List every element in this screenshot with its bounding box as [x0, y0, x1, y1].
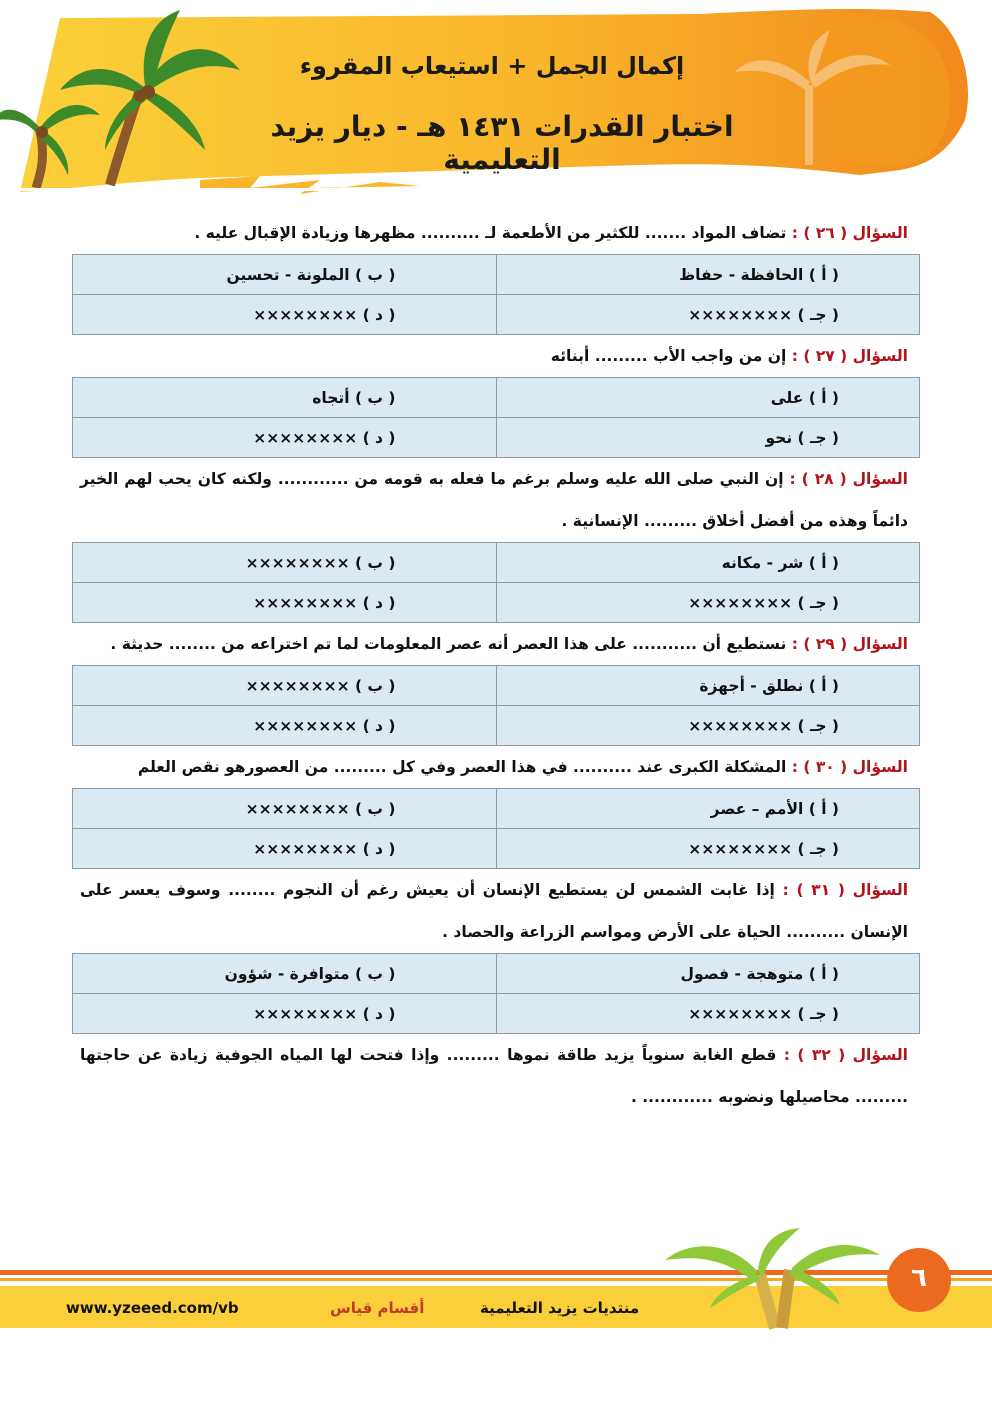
- question-27: [72, 335, 920, 377]
- question-32: [72, 1034, 920, 1118]
- page-footer: [0, 1200, 992, 1340]
- question-label: السؤال ( ٣٠ ) :: [791, 758, 908, 776]
- header-title-line1: إكمال الجمل + استيعاب المقروء: [299, 52, 685, 80]
- question-text: تضاف المواد ....... للكثير من الأطعمة لـ .......... مظهرها وزيادة الإقبال عليه .: [194, 224, 787, 242]
- page-number-badge: ٦: [887, 1248, 951, 1312]
- option-c[interactable]: ( جـ ) ××××××××: [496, 706, 920, 746]
- question-28: [72, 458, 920, 542]
- question-text: قطع الغابة سنوياً يزيد طاقة نموها ......... وإذا فتحت لها المياه الجوفية زيادة عن حاجتها ......... محاصيلها ونضوبه ............ .: [80, 1046, 908, 1106]
- option-d[interactable]: ( د ) ××××××××: [73, 418, 497, 458]
- option-d[interactable]: ( د ) ××××××××: [73, 994, 497, 1034]
- option-a[interactable]: ( أ ) شر - مكانه: [496, 543, 920, 583]
- option-b[interactable]: ( ب ) ××××××××: [73, 666, 497, 706]
- question-29: [72, 623, 920, 665]
- question-30: [72, 746, 920, 788]
- question-26: [72, 212, 920, 254]
- footer-forum-name: منتديات يزيد التعليمية: [480, 1299, 640, 1317]
- options-table-28: [72, 542, 920, 623]
- option-c[interactable]: ( جـ ) نحو: [496, 418, 920, 458]
- options-table-26: [72, 254, 920, 335]
- option-b[interactable]: ( ب ) ××××××××: [73, 543, 497, 583]
- option-d[interactable]: ( د ) ××××××××: [73, 706, 497, 746]
- question-label: السؤال ( ٢٩ ) :: [791, 635, 908, 653]
- question-text: المشكلة الكبرى عند .......... في هذا العصر وفي كل ......... من العصورهو نقص العلم: [137, 758, 787, 776]
- option-a[interactable]: ( أ ) الحافظة - حفاظ: [496, 255, 920, 295]
- question-label: السؤال ( ٢٧ ) :: [791, 347, 908, 365]
- footer-website-link[interactable]: www.yzeeed.com/vb: [66, 1299, 239, 1317]
- question-text: نستطيع أن ........... على هذا العصر أنه عصر المعلومات لما تم اختراعه من ........ حديثة .: [110, 635, 787, 653]
- options-table-30: [72, 788, 920, 869]
- options-table-27: [72, 377, 920, 458]
- option-d[interactable]: ( د ) ××××××××: [73, 295, 497, 335]
- question-31: [72, 869, 920, 953]
- header-title-line2: اختبار القدرات ١٤٣١ هـ - ديار يزيد التعليمية: [270, 110, 734, 176]
- question-text: إن النبي صلى الله عليه وسلم برغم ما فعله به قومه من ............ ولكنه كان يحب لهم الخير دائماً وهذه من أفضل أخلاق ......... الإنسانية .: [80, 470, 908, 530]
- option-b[interactable]: ( ب ) الملونة - تحسين: [73, 255, 497, 295]
- question-label: السؤال ( ٢٨ ) :: [789, 470, 908, 488]
- page-header: [0, 0, 992, 205]
- option-a[interactable]: ( أ ) نطلق - أجهزة: [496, 666, 920, 706]
- options-table-29: [72, 665, 920, 746]
- question-label: السؤال ( ٣٢ ) :: [783, 1046, 908, 1064]
- option-a[interactable]: ( أ ) الأمم – عصر: [496, 789, 920, 829]
- footer-band-art: [0, 1200, 992, 1340]
- option-b[interactable]: ( ب ) أتجاه: [73, 378, 497, 418]
- option-c[interactable]: ( جـ ) ××××××××: [496, 583, 920, 623]
- footer-section-link[interactable]: أقسام قياس: [330, 1299, 425, 1317]
- option-d[interactable]: ( د ) ××××××××: [73, 829, 497, 869]
- option-b[interactable]: ( ب ) متوافرة - شؤون: [73, 954, 497, 994]
- option-c[interactable]: ( جـ ) ××××××××: [496, 829, 920, 869]
- option-c[interactable]: ( جـ ) ××××××××: [496, 994, 920, 1034]
- question-label: السؤال ( ٢٦ ) :: [791, 224, 908, 242]
- option-c[interactable]: ( جـ ) ××××××××: [496, 295, 920, 335]
- question-label: السؤال ( ٣١ ) :: [782, 881, 909, 899]
- question-text: إذا غابت الشمس لن يستطيع الإنسان أن يعيش رغم أن النجوم ........ وسوف يعسر على الإنسان .......... الحياة على الأرض ومواسم الزراعة والحصاد .: [80, 881, 908, 941]
- option-a[interactable]: ( أ ) متوهجة - فصول: [496, 954, 920, 994]
- questions-section: [72, 212, 920, 1118]
- question-text: إن من واجب الأب ......... أبنائه: [550, 347, 787, 365]
- options-table-31: [72, 953, 920, 1034]
- option-d[interactable]: ( د ) ××××××××: [73, 583, 497, 623]
- option-b[interactable]: ( ب ) ××××××××: [73, 789, 497, 829]
- option-a[interactable]: ( أ ) على: [496, 378, 920, 418]
